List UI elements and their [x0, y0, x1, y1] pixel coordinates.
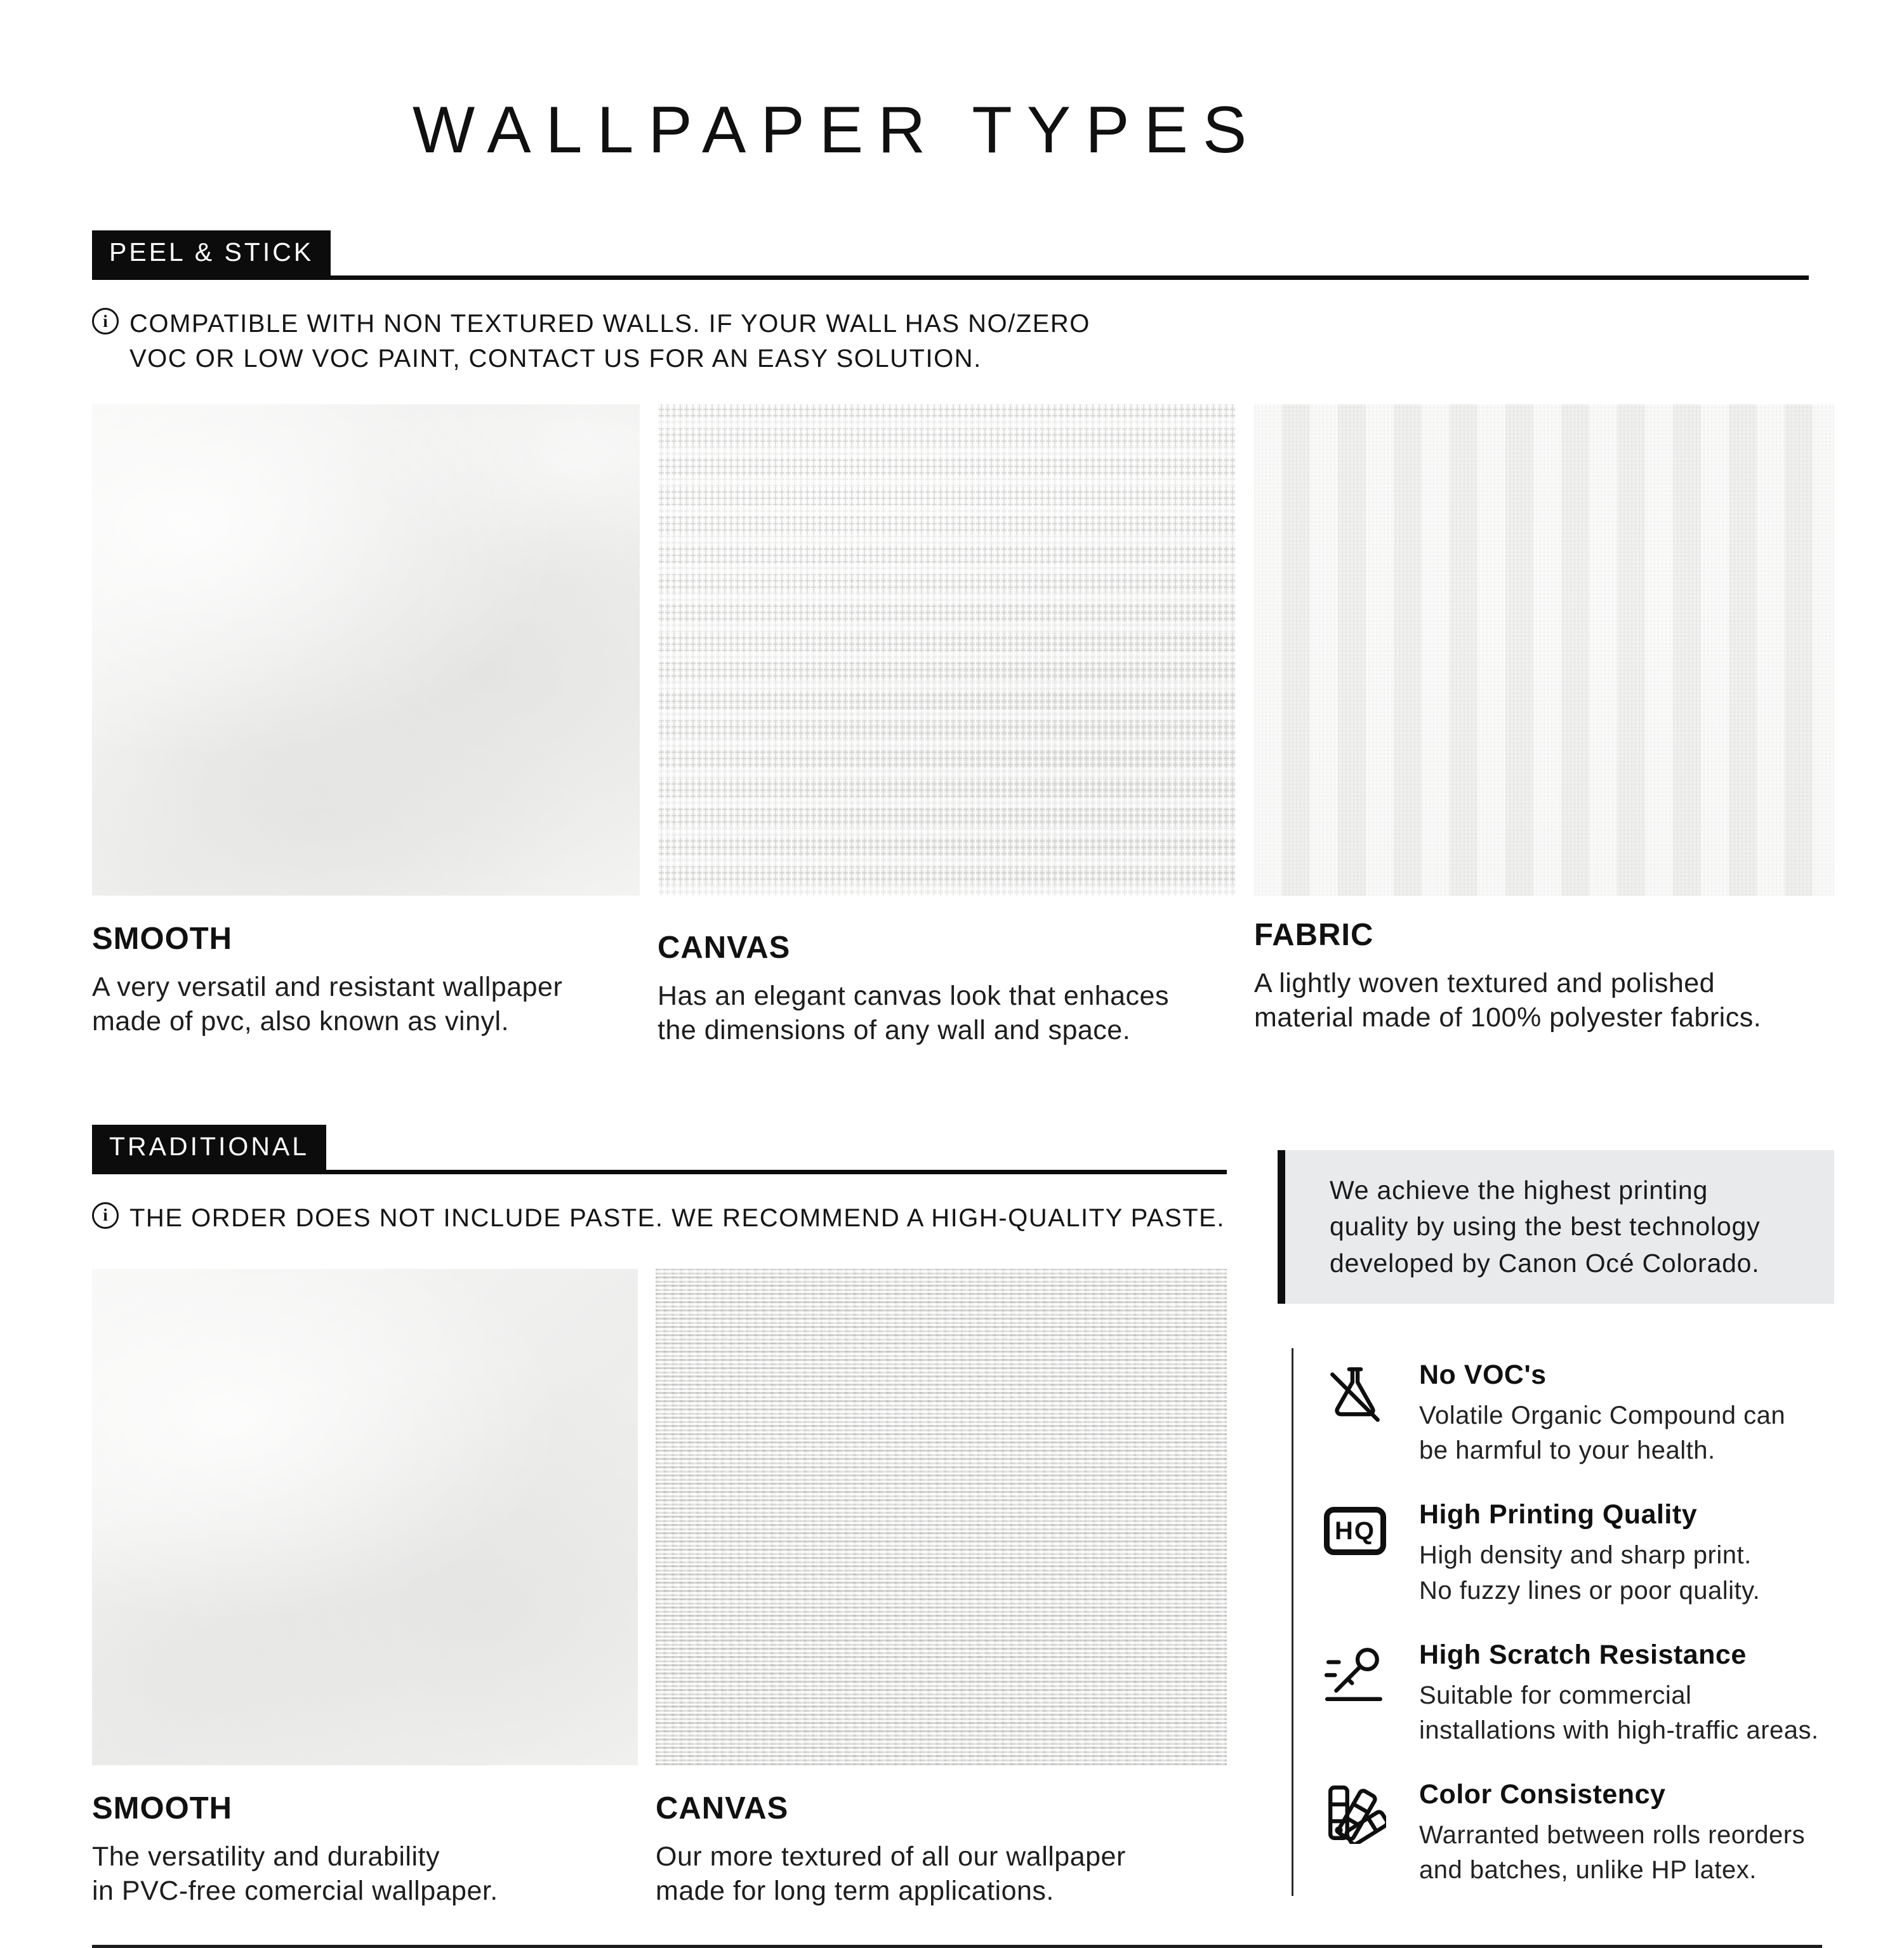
feature-list: [1292, 1348, 1834, 1896]
feature-text: [1419, 1499, 1760, 1608]
traditional-badge: TRADITIONAL: [92, 1125, 326, 1170]
traditional-note-text: [129, 1201, 1225, 1236]
feature-high-printing-quality: [1293, 1499, 1834, 1608]
traditional-texture-grid: [92, 1269, 1227, 1908]
scratch-key-icon: [1324, 1642, 1386, 1704]
texture-label: CANVAS: [656, 1791, 789, 1825]
texture-description: The versatility and durability in PVC-free comercial wallpaper.: [92, 1841, 498, 1906]
feature-title: High Printing Quality: [1419, 1499, 1698, 1530]
peel-stick-note-text: [129, 307, 1090, 376]
feature-text: [1419, 1360, 1785, 1468]
traditional-smooth-cell: [92, 1269, 638, 1908]
peel-stick-fabric-cell: [1254, 404, 1834, 1047]
note-line: THE ORDER DOES NOT INCLUDE PASTE. WE RECOMMEND A HIGH-QUALITY PASTE.: [129, 1203, 1225, 1232]
section-traditional: [92, 1125, 1227, 1908]
texture-label: SMOOTH: [92, 921, 233, 956]
page-title: WALLPAPER TYPES: [413, 93, 1262, 167]
feature-text: [1419, 1640, 1819, 1748]
fabric-texture-image: [1254, 404, 1834, 896]
hq-label: HQ: [1324, 1507, 1386, 1555]
feature-text: [1419, 1779, 1805, 1888]
feature-title: High Scratch Resistance: [1419, 1639, 1747, 1670]
printing-quality-callout: We achieve the highest printing quality by using the best technology developed by Canon Océ Colorado.: [1278, 1150, 1834, 1304]
feature-description: High density and sharp print. No fuzzy lines or poor quality.: [1419, 1541, 1761, 1605]
texture-label: CANVAS: [658, 930, 791, 965]
peel-stick-canvas-cell: [658, 404, 1236, 1047]
texture-description: A lightly woven textured and polished material made of 100% polyester fabrics.: [1254, 967, 1762, 1033]
texture-description: A very versatil and resistant wallpaper made of pvc, also known as vinyl.: [92, 971, 563, 1037]
feature-description: Suitable for commercial installations with high-traffic areas.: [1419, 1681, 1819, 1745]
no-voc-flask-icon: [1324, 1362, 1386, 1424]
traditional-header-rule: [92, 1125, 1227, 1174]
feature-color-consistency: [1293, 1779, 1834, 1888]
info-icon: i: [92, 308, 119, 335]
traditional-canvas-cell: [656, 1269, 1227, 1908]
texture-label: SMOOTH: [92, 1791, 233, 1825]
peel-stick-header-rule: [92, 230, 1809, 280]
section-peel-stick: [92, 230, 1834, 1047]
canvas-texture-image: [658, 404, 1236, 896]
note-line: VOC OR LOW VOC PAINT, CONTACT US FOR AN EASY SOLUTION.: [129, 344, 982, 373]
lower-area: [92, 1125, 1834, 1908]
smooth-texture-image: [92, 404, 640, 896]
feature-title: No VOC's: [1419, 1360, 1547, 1391]
texture-description: Our more textured of all our wallpaper made for long term applications.: [656, 1841, 1126, 1906]
color-swatches-icon: [1324, 1782, 1386, 1844]
feature-title: Color Consistency: [1419, 1779, 1666, 1810]
peel-stick-badge: PEEL & STICK: [92, 230, 331, 275]
info-icon: i: [92, 1202, 119, 1229]
smooth-texture-image: [92, 1269, 638, 1765]
hq-badge-icon: [1324, 1502, 1386, 1564]
feature-no-voc: [1293, 1360, 1834, 1468]
quality-aside: [1278, 1125, 1834, 1908]
peel-stick-smooth-cell: [92, 404, 640, 1047]
texture-label: FABRIC: [1254, 917, 1374, 952]
texture-description: Has an elegant canvas look that enhaces the dimensions of any wall and space.: [658, 980, 1169, 1045]
peel-stick-note: [92, 307, 1834, 376]
canvas-texture-image: [656, 1269, 1227, 1765]
bottom-divider: [92, 1945, 1822, 1948]
feature-description: Warranted between rolls reorders and batches, unlike HP latex.: [1419, 1821, 1806, 1885]
feature-description: Volatile Organic Compound can be harmful to your health.: [1419, 1401, 1786, 1465]
note-line: COMPATIBLE WITH NON TEXTURED WALLS. IF YOUR WALL HAS NO/ZERO: [129, 310, 1090, 338]
peel-stick-texture-grid: [92, 404, 1834, 1047]
feature-scratch-resistance: [1293, 1640, 1834, 1748]
traditional-note: [92, 1201, 1227, 1236]
